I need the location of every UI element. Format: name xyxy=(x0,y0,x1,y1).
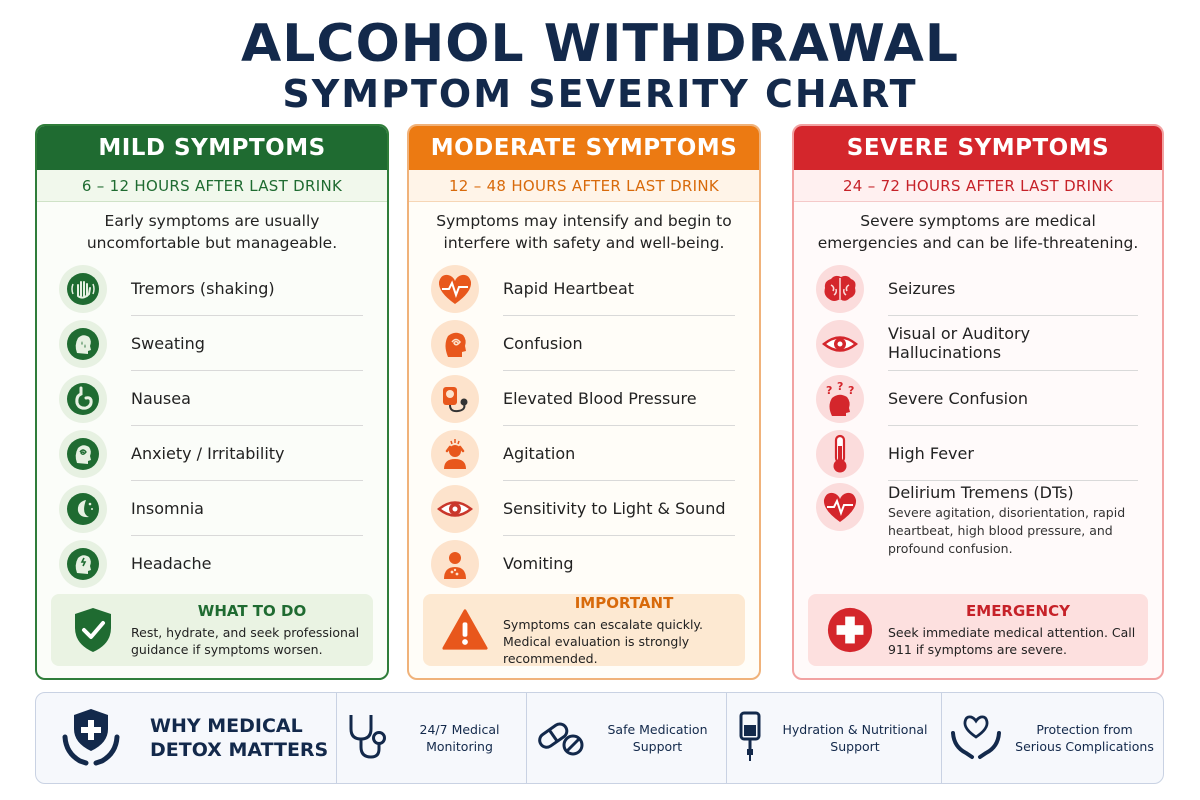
confused-head-icon xyxy=(431,320,479,368)
list-item xyxy=(59,261,363,316)
sym-label: High Fever xyxy=(888,426,1138,481)
stomach-icon xyxy=(59,375,107,423)
sym-label: Rapid Heartbeat xyxy=(503,261,735,316)
brain-icon xyxy=(816,265,864,313)
headache-icon xyxy=(59,540,107,588)
mild-intro: Early symptoms are usually uncomfortable but manageable. xyxy=(86,212,338,252)
warning-icon xyxy=(441,606,489,654)
list-item xyxy=(431,536,735,591)
callout-title: WHAT TO DO xyxy=(197,602,307,620)
sym-label xyxy=(888,481,1138,558)
footer-heading: WHY MEDICAL DETOX MATTERS xyxy=(150,715,329,761)
what-to-do-callout xyxy=(51,594,373,666)
shield-check-icon xyxy=(69,606,117,654)
footer-item xyxy=(336,693,526,783)
svg-text:?: ? xyxy=(826,383,833,397)
question-head-icon xyxy=(816,375,864,423)
severe-intro: Severe symptoms are medical emergencies and can be life-threatening. xyxy=(817,212,1139,252)
emergency-callout xyxy=(808,594,1148,666)
list-item xyxy=(431,481,735,536)
list-item xyxy=(431,316,735,371)
footer-item-label: Protection from Serious Complications xyxy=(1015,722,1154,754)
list-item xyxy=(59,536,363,591)
footer-item-label: 24/7 Medical Monitoring xyxy=(419,722,500,754)
moderate-timeframe: 12 – 48 HOURS AFTER LAST DRINK xyxy=(409,170,759,202)
list-item xyxy=(431,371,735,426)
sym-label: Sensitivity to Light & Sound xyxy=(503,481,735,536)
blood-pressure-icon xyxy=(431,375,479,423)
mild-symptoms-panel xyxy=(35,124,389,680)
sym-label: Insomnia xyxy=(131,481,363,536)
list-item xyxy=(816,481,1138,571)
eye-icon xyxy=(431,485,479,533)
list-item xyxy=(59,481,363,536)
agitated-person-icon xyxy=(431,430,479,478)
list-item xyxy=(816,426,1138,481)
page-subtitle: SYMPTOM SEVERITY CHART xyxy=(282,72,918,116)
sym-label: Seizures xyxy=(888,261,1138,316)
important-callout xyxy=(423,594,745,666)
mild-timeframe: 6 – 12 HOURS AFTER LAST DRINK xyxy=(37,170,387,202)
sym-label: Elevated Blood Pressure xyxy=(503,371,735,426)
severe-timeframe: 24 – 72 HOURS AFTER LAST DRINK xyxy=(794,170,1162,202)
severe-header: SEVERE SYMPTOMS xyxy=(794,126,1162,170)
page-title: ALCOHOL WITHDRAWAL xyxy=(241,14,959,74)
sym-label: Visual or Auditory Hallucinations xyxy=(888,316,1138,371)
callout-body: Symptoms can escalate quickly. Medical evaluation is strongly recommended. xyxy=(503,616,704,666)
callout-title: EMERGENCY xyxy=(966,602,1070,620)
sym-label: Confusion xyxy=(503,316,735,371)
footer-lead xyxy=(36,693,336,783)
medical-detox-footer xyxy=(35,692,1164,784)
heart-hands-icon xyxy=(950,711,1002,765)
callout-title: IMPORTANT xyxy=(574,593,674,612)
moderate-symptoms-panel xyxy=(407,124,761,680)
sym-label: Nausea xyxy=(131,371,363,426)
hand-icon xyxy=(59,265,107,313)
dts-title: Delirium Tremens (DTs) xyxy=(888,483,1074,502)
pill-icon xyxy=(535,713,585,763)
sweating-head-icon xyxy=(59,320,107,368)
vomiting-person-icon xyxy=(431,540,479,588)
list-item xyxy=(816,316,1138,371)
list-item xyxy=(431,426,735,481)
svg-text:?: ? xyxy=(848,383,855,397)
footer-item xyxy=(941,693,1163,783)
moderate-header: MODERATE SYMPTOMS xyxy=(409,126,759,170)
callout-body: Rest, hydrate, and seek professional guidance if symptoms worsen. xyxy=(131,625,360,657)
footer-item-label: Hydration & Nutritional Support xyxy=(782,722,928,754)
stethoscope-icon xyxy=(345,711,389,765)
list-item xyxy=(431,261,735,316)
heartbeat-icon xyxy=(431,265,479,313)
sym-label: Headache xyxy=(131,554,212,573)
anxious-head-icon xyxy=(59,430,107,478)
sym-label: Vomiting xyxy=(503,554,574,573)
iv-bag-icon xyxy=(735,709,765,767)
list-item xyxy=(59,426,363,481)
severe-symptoms-panel xyxy=(792,124,1164,680)
moon-icon xyxy=(59,485,107,533)
list-item xyxy=(816,261,1138,316)
callout-body: Seek immediate medical attention. Call 911 if symptoms are severe. xyxy=(888,625,1136,657)
svg-text:?: ? xyxy=(837,379,844,393)
list-item xyxy=(59,371,363,426)
medical-cross-icon xyxy=(826,606,874,654)
sym-label: Anxiety / Irritability xyxy=(131,426,363,481)
moderate-intro: Symptoms may intensify and begin to interfere with safety and well-being. xyxy=(436,212,732,252)
shield-hands-icon xyxy=(62,705,120,771)
sym-label: Sweating xyxy=(131,316,363,371)
dts-description: Severe agitation, disorientation, rapid heartbeat, high blood pressure, and profound confusion. xyxy=(888,505,1126,556)
mild-header: MILD SYMPTOMS xyxy=(37,126,387,170)
heartbeat-icon xyxy=(816,483,864,531)
list-item xyxy=(816,371,1138,426)
sym-label: Severe Confusion xyxy=(888,371,1138,426)
thermometer-icon xyxy=(816,430,864,478)
list-item xyxy=(59,316,363,371)
sym-label: Tremors (shaking) xyxy=(131,261,363,316)
sym-label: Agitation xyxy=(503,426,735,481)
eye-icon xyxy=(816,320,864,368)
footer-item xyxy=(726,693,941,783)
footer-item xyxy=(526,693,726,783)
footer-item-label: Safe Medication Support xyxy=(607,722,708,754)
